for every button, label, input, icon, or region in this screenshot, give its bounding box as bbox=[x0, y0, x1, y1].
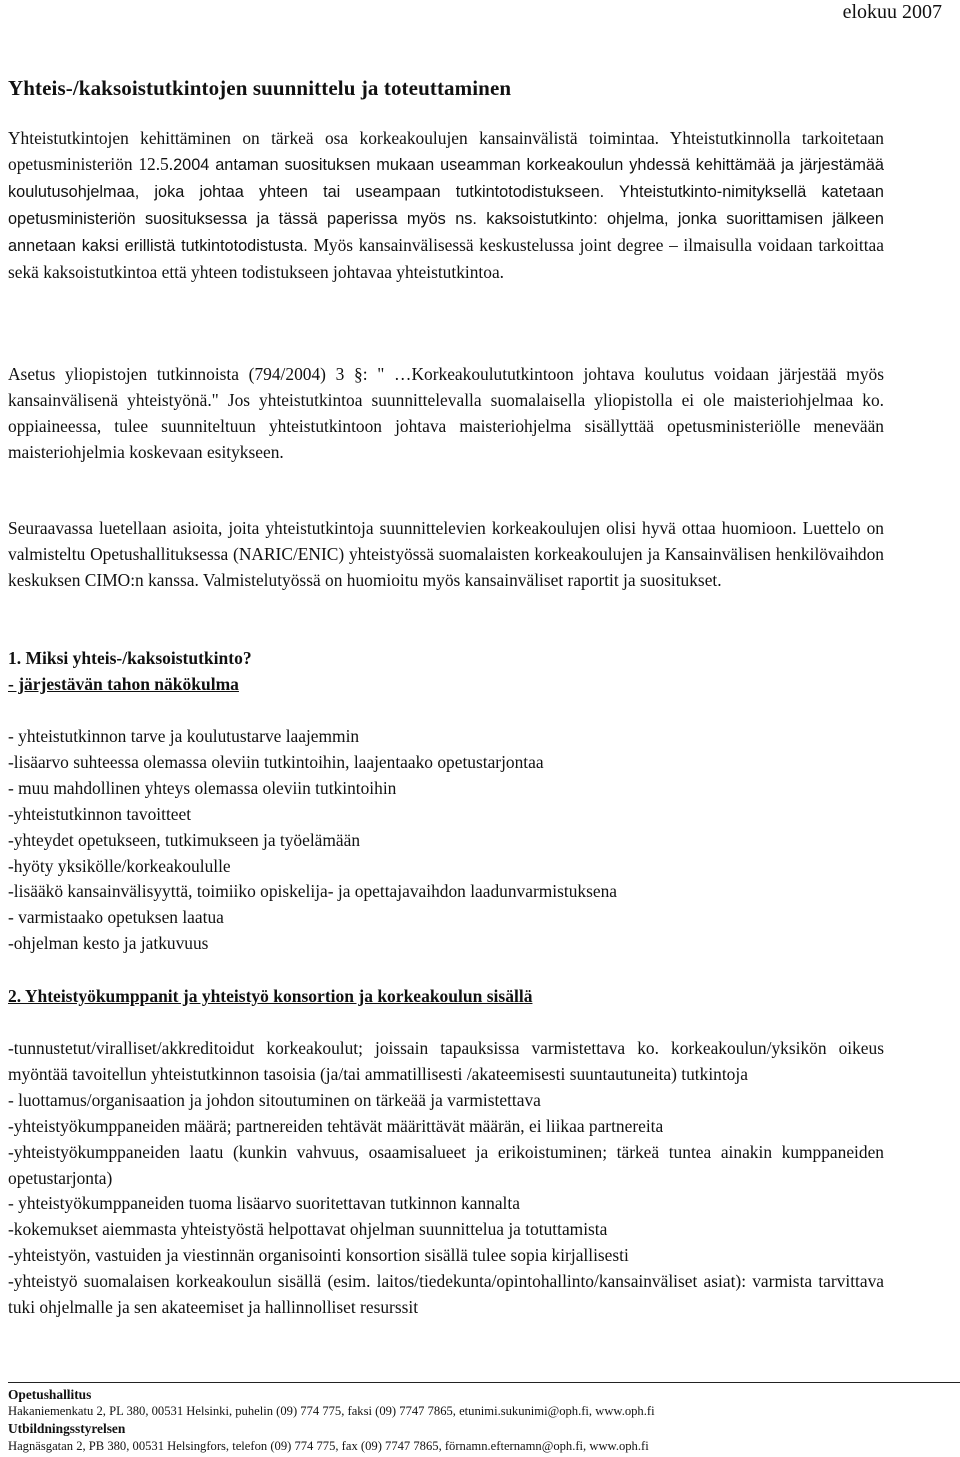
section-1-list bbox=[8, 724, 884, 957]
intro-paragraph bbox=[8, 126, 884, 285]
decree-paragraph: Asetus yliopistojen tutkinnoista (794/2004) 3 §: " …Korkeakoulututkintoon johtava koulutus voidaan järjestää myös kansainvälisenä yhteistyönä." Jos yhteistutkintoa suunnittelevalla suomalaisella yliopistolla ei ole maisteriohjelmaa ko. oppiaineessa, tulee suunniteltuun yhteistutkintoon johtava maisteriohjelma sisällyttää opetusministeriölle menevään maisteriohjelmia koskevaan esitykseen. bbox=[8, 364, 884, 462]
list-item: -tunnustetut/viralliset/akkreditoidut korkeakoulut; joissain tapauksissa varmistettava ko. korkeakoulun/yksikön oikeus myöntää tavoitellun yhteistutkinnon tasoisia (ja/tai ammatillisesti /akateemisesti suuntautuneita) tutkintoja bbox=[8, 1038, 884, 1084]
intro-text-part3: Myös kansainvälisessä keskustelussa joint degree – ilmaisulla voidaan tarkoittaa sekä kaksoistutkintoa että yhteen todistukseen johtavaa yhteistutkintoa. bbox=[8, 234, 884, 282]
list-item: - yhteistutkinnon tarve ja koulutustarve laajemmin bbox=[8, 726, 360, 746]
list-item: - muu mahdollinen yhteys olemassa oleviin tutkintoihin bbox=[8, 777, 397, 798]
list-item: -kokemukset aiemmasta yhteistyöstä helpottavat ohjelman suunnittelua ja totuttamista bbox=[8, 1219, 608, 1240]
list-item: - yhteistyökumppaneiden tuoma lisäarvo suoritettavan tutkinnon kannalta bbox=[8, 1193, 520, 1214]
list-item: -yhteydet opetukseen, tutkimukseen ja työelämään bbox=[8, 829, 361, 850]
document-date: elokuu 2007 bbox=[842, 1, 942, 23]
footer-address-fi: Hakaniemenkatu 2, PL 380, 00531 Helsinki, puhelin (09) 774 775, faksi (09) 7747 7865, etunimi.sukunimi@oph.fi, www.oph.fi bbox=[8, 1404, 655, 1419]
list-item: -yhteistyö suomalaisen korkeakoulun sisällä (esim. laitos/tiedekunta/opintohallinto/kansainväliset asiat): varmista tarvittava tuki ohjelmalle ja sen akateemiset ja hallinnolliset resurssit bbox=[8, 1271, 884, 1318]
footer-org-sv: Utbildningsstyrelsen bbox=[8, 1421, 126, 1437]
list-item: -lisääkö kansainvälisyyttä, toimiiko opiskelija- ja opettajavaihdon laadunvarmistuksena bbox=[8, 881, 618, 902]
document-title: Yhteis-/kaksoistutkintojen suunnittelu ja toteuttaminen bbox=[8, 76, 512, 100]
list-item: -yhteistyökumppaneiden määrä; partnereiden tehtävät määrittävät määrän, ei liikaa partnereita bbox=[8, 1115, 664, 1136]
footer-address-sv: Hagnäsgatan 2, PB 380, 00531 Helsingfors, telefon (09) 774 775, fax (09) 7747 7865, förnamn.efternamn@oph.fi, www.oph.fi bbox=[8, 1438, 649, 1453]
footer-org-fi: Opetushallitus bbox=[8, 1387, 92, 1402]
section-2-list bbox=[8, 1036, 884, 1321]
list-item: -yhteistyön, vastuiden ja viestinnän organisointi konsortion sisällä tulee sopia kirjallisesti bbox=[8, 1245, 629, 1266]
footer bbox=[8, 1386, 948, 1455]
section-1-subheading: - järjestävän tahon näkökulma bbox=[8, 674, 239, 694]
list-item: -ohjelman kesto ja jatkuvuus bbox=[8, 933, 209, 954]
section-1-heading: 1. Miksi yhteis-/kaksoistutkinto? bbox=[8, 648, 252, 668]
section-2-heading: 2. Yhteistyökumppanit ja yhteistyö konsortion ja korkeakoulun sisällä bbox=[8, 986, 533, 1006]
list-item: -lisäarvo suhteessa olemassa oleviin tutkintoihin, laajentaako opetustarjontaa bbox=[8, 751, 544, 772]
list-item: -hyöty yksikölle/korkeakoululle bbox=[8, 855, 231, 876]
preface-paragraph: Seuraavassa luetellaan asioita, joita yhteistutkintoja suunnittelevien korkeakoulujen olisi hyvä ottaa huomioon. Luettelo on valmisteltu Opetushallituksessa (NARIC/ENIC) yhteistyössä suomalaisten korkeakoulujen ja Kansainvälisen henkilövaihdon keskuksen CIMO:n kanssa. Valmistelutyössä on huomioitu myös kansainväliset raportit ja suositukset. bbox=[8, 518, 884, 590]
footer-divider bbox=[8, 1382, 960, 1383]
list-item: -yhteistyökumppaneiden laatu (kunkin vahvuus, osaamisalueet ja erikoistuminen; tärkeä tuntea ainakin kumppaneiden opetustarjonta) bbox=[8, 1141, 884, 1188]
list-item: - luottamus/organisaation ja johdon sitoutuminen on tärkeää ja varmistettava bbox=[8, 1089, 541, 1110]
intro-text-part1: Yhteistutkintojen kehittäminen on tärkeä osa korkeakoulujen kansainvälistä toimintaa. Yhteistutkinnolla tarkoitetaan opetusministeriön 12.5. bbox=[8, 128, 884, 174]
list-item: -yhteistutkinnon tavoitteet bbox=[8, 803, 192, 824]
intro-text-part2: 2004 antaman suosituksen mukaan useamman korkeakoulun yhdessä kehittämää ja järjestämää koulutusohjelmaa, joka johtaa yhteen tai useampaan tutkintotodistukseen. Yhteistutkinto-nimityksellä katetaan opetusministeriön suosituksessa ja tässä paperissa myös ns. kaksoistutkinto: ohjelma, jonka suorittamisen jälkeen annetaan kaksi erillistä tutkintotodistusta. bbox=[8, 155, 884, 255]
list-item: - varmistaako opetuksen laatua bbox=[8, 907, 224, 928]
